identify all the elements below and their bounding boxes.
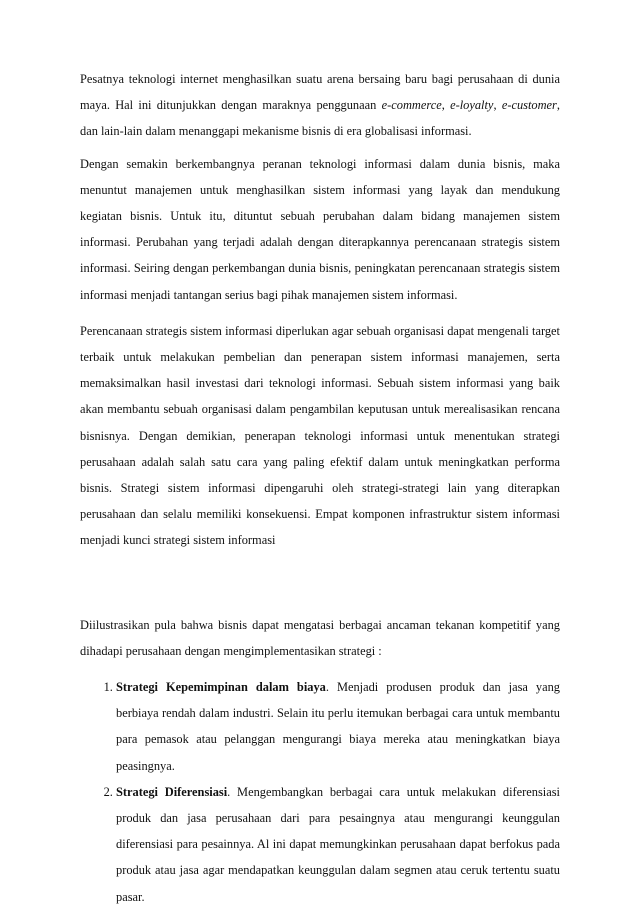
- paragraph-intro: [80, 66, 560, 145]
- term-e-customer: e-customer: [501, 98, 557, 113]
- strategy-list: [80, 674, 560, 910]
- paragraph-strategies-intro: Diilustrasikan pula bahwa bisnis dapat mengatasi berbagai ancaman tekanan kompetitif yang dihadapi perusahaan dengan mengimplementasikan strategi :: [80, 617, 560, 658]
- paragraph-strategic-planning: Perencanaan strategis sistem informasi diperlukan agar sebuah organisasi dapat mengenali target terbaik untuk melakukan pembelian dan penerapan sistem informasi manajemen, serta memaksimalkan hasil investasi dari teknologi informasi. Sebuah sistem informasi yang baik akan membantu sebuah organisasi dalam pengambilan keputusan untuk merealisasikan rencana bisnisnya. Dengan demikian, penerapan teknologi informasi untuk menentukan strategi perusahaan adalah salah satu cara yang paling efektif dalam untuk meningkatkan performa bisnis. Strategi sistem informasi dipengaruhi oleh strategi-strategi lain yang diterapkan perusahaan dan selalu memiliki konsekuensi. Empat komponen infrastruktur sistem informasi menjadi kunci strategi sistem informasi: [80, 323, 560, 548]
- paragraph-intro-text-b: , dan lain-lain dalam menanggapi mekanisme bisnis di era globalisasi informasi.: [80, 98, 560, 139]
- paragraph-intro-text-a: Pesatnya teknologi internet menghasilkan suatu arena bersaing baru bagi perusahaan di dunia maya. Hal ini ditunjukkan dengan maraknya penggunaan: [80, 72, 560, 113]
- list-item-title: Strategi Diferensiasi: [116, 784, 228, 799]
- paragraph-management: Dengan semakin berkembangnya peranan teknologi informasi dalam dunia bisnis, maka menuntut manajemen untuk menghasilkan sistem informasi yang layak dan mendukung kegiatan bisnis. Untuk itu, dituntut sebuah perubahan dalam bidang manajemen sistem informasi. Perubahan yang terjadi adalah dengan diterapkannya perencanaan strategis sistem informasi. Seiring dengan perkembangan dunia bisnis, peningkatan perencanaan strategis sistem informasi menjadi tantangan serius bagi pihak manajemen sistem informasi.: [80, 156, 560, 302]
- list-item-title: Strategi Kepemimpinan dalam biaya: [116, 680, 326, 695]
- separator: ,: [441, 98, 451, 113]
- separator: ,: [493, 98, 502, 113]
- list-item: [116, 674, 560, 779]
- term-e-commerce: e-commerce: [381, 98, 442, 113]
- blank-space: [80, 560, 560, 612]
- list-item: [116, 779, 560, 910]
- list-item-text: . Menjadi produsen produk dan jasa yang berbiaya rendah dalam industri. Selain itu perlu itemukan berbagai cara untuk membantu para pemasok atau pelanggan mengurangi biaya mereka atau meningkatkan biaya peasingnya.: [116, 680, 560, 773]
- list-item-text: . Mengembangkan berbagai cara untuk melakukan diferensiasi produk dan jasa perusahaan dari para pesaingnya atau mengurangi keunggulan diferensiasi para pesainnya. Al ini dapat memungkinkan perusahaan dapat berfokus pada produk atau jasa agar mendapatkan keunggulan dalam segmen atau ceruk tertentu suatu pasar.: [116, 784, 560, 904]
- term-e-loyalty: e-loyalty: [450, 98, 494, 113]
